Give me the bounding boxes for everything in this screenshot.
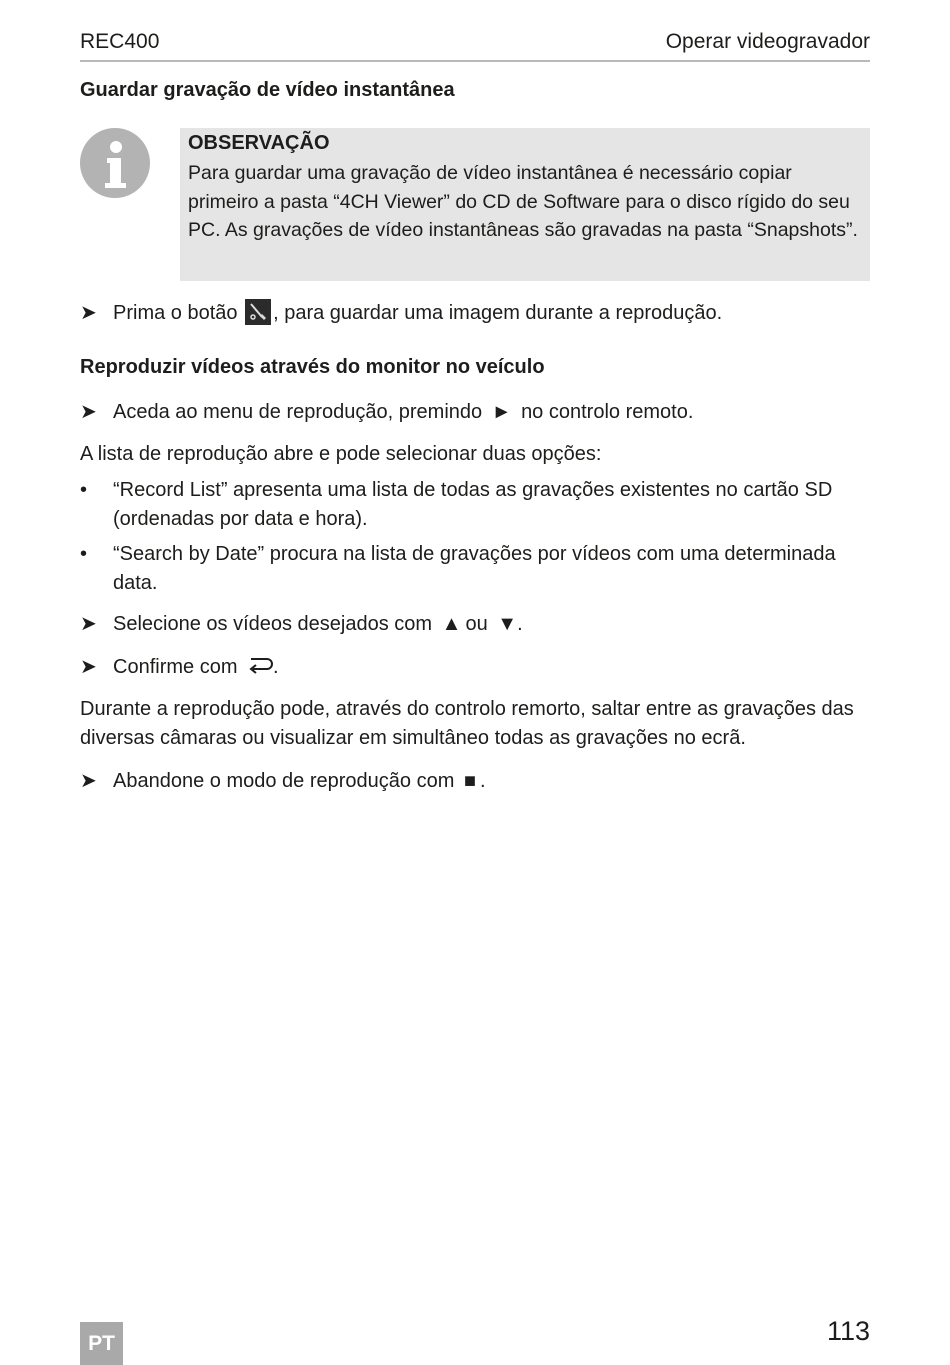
step-text-after: no controlo remoto. xyxy=(521,401,694,423)
step-text-middle: ou xyxy=(465,613,488,635)
page-header xyxy=(80,28,870,62)
bullet-icon: • xyxy=(80,479,88,501)
up-arrow-icon: ▲ xyxy=(441,613,462,635)
step-text: Aceda ao menu de reprodução, premindo xyxy=(113,401,483,423)
step-text-after: . xyxy=(273,656,279,678)
step-text-after: . xyxy=(480,770,486,792)
step-text: Abandone o modo de reprodução com xyxy=(113,770,455,792)
playlist-intro: A lista de reprodução abre e pode selecionar duas opções: xyxy=(80,443,602,465)
enter-icon xyxy=(247,655,273,677)
list-item-text: “Record List” apresenta uma lista de todas as gravações existentes no cartão SD (ordenadas por data e hora). xyxy=(113,479,833,530)
note-box xyxy=(180,128,870,281)
step-select-videos xyxy=(80,609,523,639)
bullet-icon: • xyxy=(80,543,88,565)
step-text-after: . xyxy=(517,613,523,635)
step-arrow-icon: ➤ xyxy=(80,302,97,324)
section-title-snapshot: Guardar gravação de vídeo instantânea xyxy=(80,79,455,101)
down-arrow-icon: ▼ xyxy=(497,613,518,635)
play-icon: ► xyxy=(491,401,512,423)
note-title: OBSERVAÇÃO xyxy=(188,132,330,154)
step-open-menu xyxy=(80,397,693,427)
info-icon xyxy=(80,128,150,198)
header-model: REC400 xyxy=(80,30,160,53)
step-exit xyxy=(80,766,486,796)
step-snapshot xyxy=(80,298,722,328)
language-badge: PT xyxy=(80,1322,123,1365)
step-text-after: , para guardar uma imagem durante a reprodução. xyxy=(273,302,723,324)
list-item-text: “Search by Date” procura na lista de gravações por vídeos com uma determinada data. xyxy=(113,543,836,594)
step-arrow-icon: ➤ xyxy=(80,770,97,792)
snapshot-button-icon xyxy=(245,299,271,325)
step-arrow-icon: ➤ xyxy=(80,613,97,635)
step-text: Prima o botão xyxy=(113,302,238,324)
page-number: 113 xyxy=(826,1316,870,1346)
note-text: Para guardar uma gravação de vídeo instantânea é necessário copiar primeiro a pasta “4CH Viewer” do CD de Software para o disco rígido do seu PC. As gravações de vídeo instantâneas são gravadas na pasta “Snapshots”. xyxy=(188,162,858,241)
section-title-playback: Reproduzir vídeos através do monitor no veículo xyxy=(80,356,545,378)
step-arrow-icon: ➤ xyxy=(80,656,97,678)
stop-icon: ■ xyxy=(463,770,477,792)
step-confirm xyxy=(80,652,279,682)
step-text: Confirme com xyxy=(113,656,238,678)
playback-paragraph: Durante a reprodução pode, através do controlo remorto, saltar entre as gravações das diversas câmaras ou visualizar em simultâneo todas as gravações no ecrã. xyxy=(80,698,854,749)
step-text: Selecione os vídeos desejados com xyxy=(113,613,433,635)
header-chapter: Operar videogravador xyxy=(665,30,870,53)
step-arrow-icon: ➤ xyxy=(80,401,97,423)
